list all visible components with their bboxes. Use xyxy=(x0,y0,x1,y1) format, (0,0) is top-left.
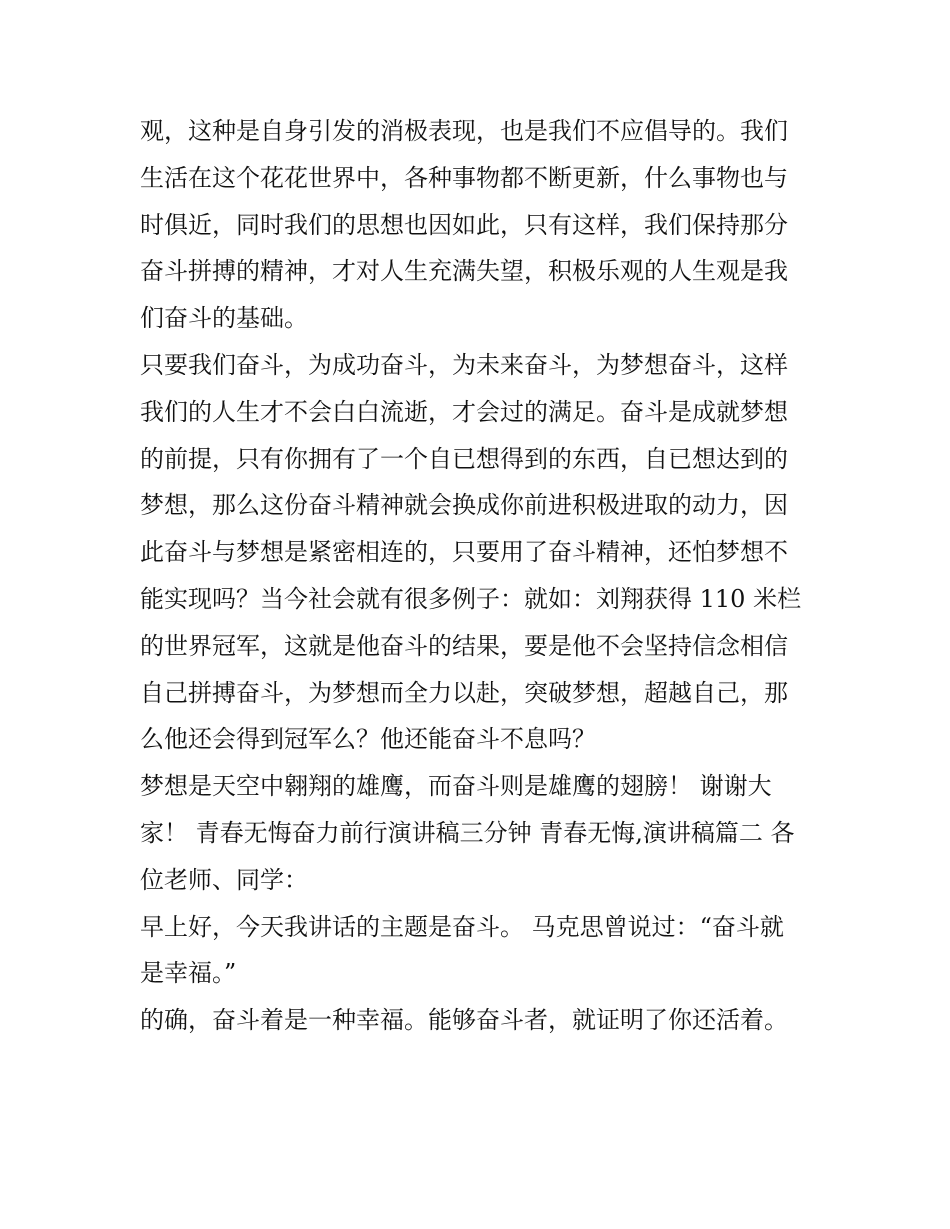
text-line: 此奋斗与梦想是紧密相连的，只要用了奋斗精神，还怕梦想不 xyxy=(140,538,788,567)
text-line: 奋斗拼搏的精神，才对人生充满失望，积极乐观的人生观是我 xyxy=(140,257,788,286)
text-line: 位老师、同学： xyxy=(140,865,308,894)
text-line: 观，这种是自身引发的消极表现，也是我们不应倡导的。我们 xyxy=(140,117,788,145)
text-line: 能实现吗？当今社会就有很多例子：就如：刘翔获得 110 米栏 xyxy=(140,584,802,613)
text-line: 时俱近，同时我们的思想也因如此，只有这样，我们保持那分 xyxy=(140,210,788,239)
text-line: 么他还会得到冠军么？他还能奋斗不息吗？ xyxy=(140,725,596,754)
text-line: 生活在这个花花世界中，各种事物都不断更新，什么事物也与 xyxy=(140,163,788,192)
text-line: 自己拼搏奋斗，为梦想而全力以赴，突破梦想，超越自己，那 xyxy=(140,678,788,707)
text-line: 的确，奋斗着是一种幸福。能够奋斗者，就证明了你还活着。 xyxy=(140,1006,788,1035)
text-line: 家！ 青春无悔奋力前行演讲稿三分钟 青春无悔,演讲稿篇二 各 xyxy=(140,818,795,847)
text-line: 早上好，今天我讲话的主题是奋斗。 马克思曾说过：“奋斗就 xyxy=(140,912,784,941)
text-line: 们奋斗的基础。 xyxy=(140,304,308,333)
text-line: 我们的人生才不会白白流逝，才会过的满足。奋斗是成就梦想 xyxy=(140,397,788,426)
text-line: 的前提，只有你拥有了一个自已想得到的东西，自已想达到的 xyxy=(140,444,788,473)
text-line: 梦想是天空中翱翔的雄鹰，而奋斗则是雄鹰的翅膀！ 谢谢大 xyxy=(140,772,772,801)
text-line: 只要我们奋斗，为成功奋斗，为未来奋斗，为梦想奋斗，这样 xyxy=(140,350,788,379)
body-text xyxy=(140,108,815,1044)
text-line: 梦想，那么这份奋斗精神就会换成你前进积极进取的动力，因 xyxy=(140,491,788,520)
text-line: 是幸福。” xyxy=(140,959,237,988)
text-line: 的世界冠军，这就是他奋斗的结果，要是他不会坚持信念相信 xyxy=(140,631,788,660)
